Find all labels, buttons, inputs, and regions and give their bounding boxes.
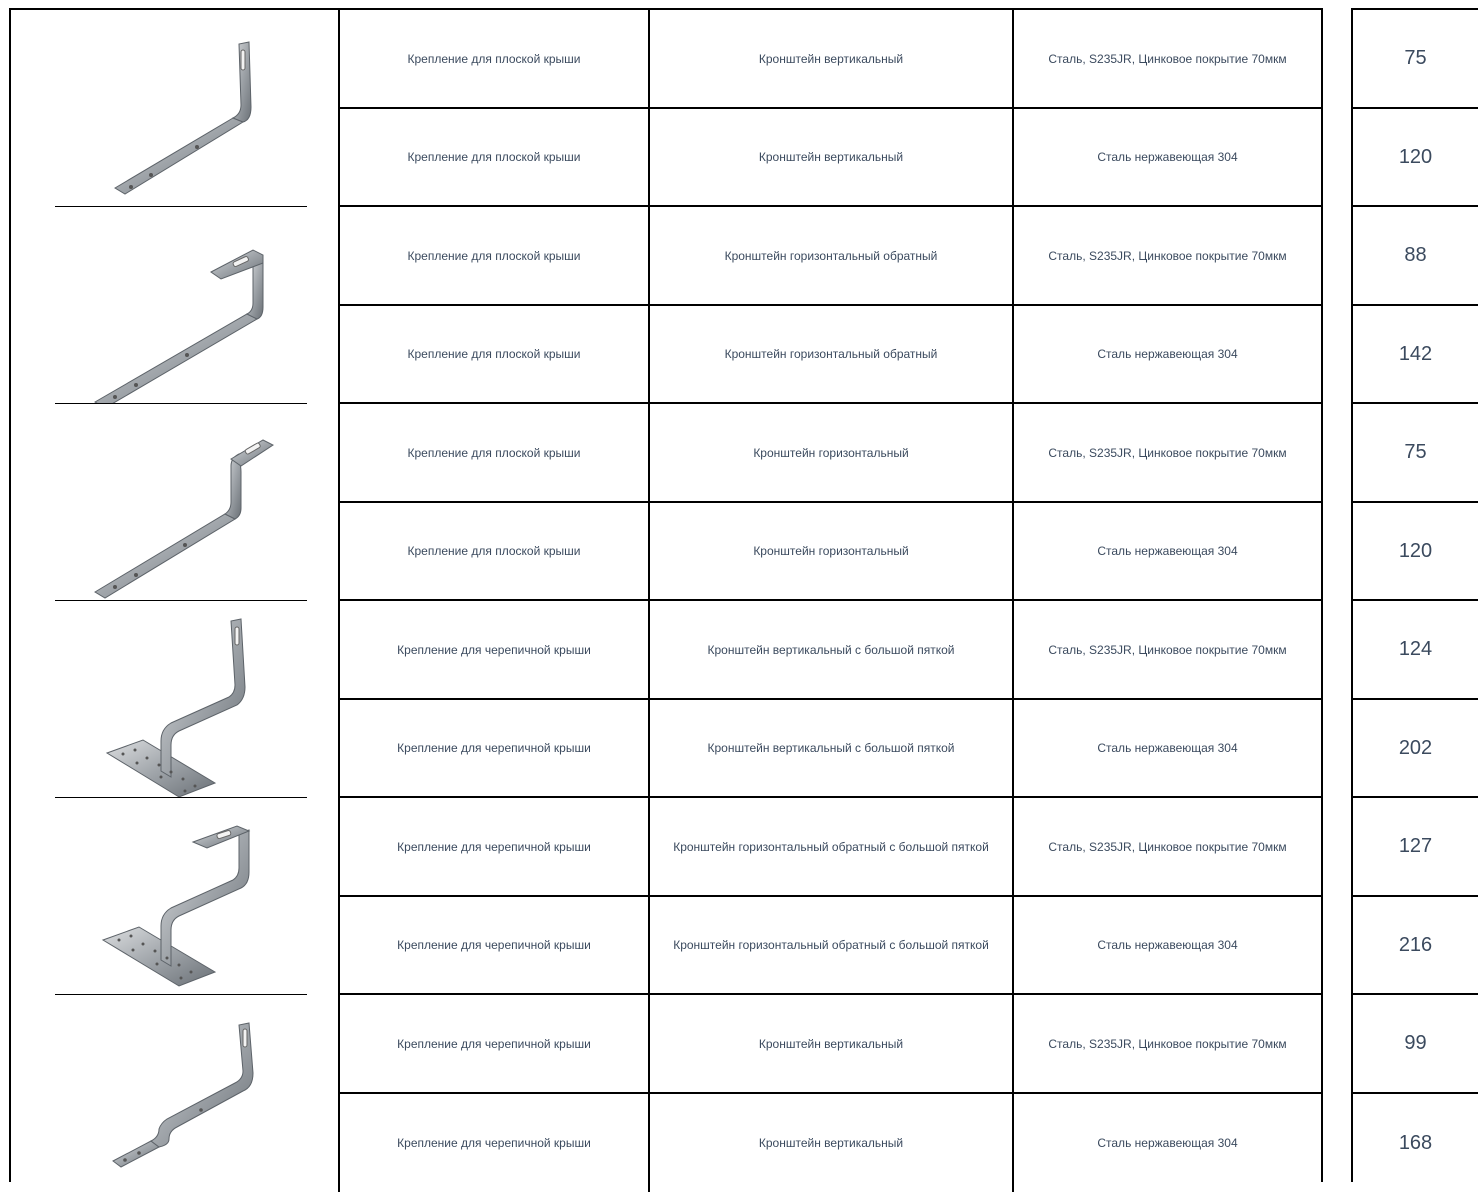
category-cell: Крепление для черепичной крыши bbox=[340, 798, 650, 895]
horizontal-reverse-bracket-icon bbox=[11, 207, 342, 404]
type-cell: Кронштейн горизонтальный обратный с большой пяткой bbox=[650, 798, 1014, 895]
product-image-cell bbox=[11, 798, 340, 995]
category-cell: Крепление для плоской крыши bbox=[340, 306, 650, 402]
table-row bbox=[340, 503, 1321, 601]
value-cell: 168 bbox=[1398, 1131, 1433, 1154]
value-column bbox=[1351, 8, 1478, 1182]
category-cell: Крепление для плоской крыши bbox=[340, 10, 650, 107]
value-cell: 120 bbox=[1353, 109, 1478, 207]
material-cell: Сталь нержавеющая 304 bbox=[1097, 938, 1238, 952]
value-cell: 88 bbox=[1353, 207, 1478, 306]
material-cell: Сталь, S235JR, Цинковое покрытие 70мкм bbox=[1048, 839, 1287, 854]
type-cell: Кронштейн горизонтальный обратный bbox=[650, 306, 1014, 402]
category-cell: Крепление для плоской крыши bbox=[340, 503, 650, 599]
type-cell: Кронштейн вертикальный bbox=[650, 109, 1014, 205]
material-cell: Сталь нержавеющая 304 bbox=[1097, 347, 1238, 361]
product-group bbox=[11, 995, 1321, 1192]
product-image-cell bbox=[11, 404, 340, 601]
category-cell: Крепление для плоской крыши bbox=[340, 109, 650, 205]
type-cell: Кронштейн горизонтальный обратный с большой пяткой bbox=[650, 897, 1014, 993]
horizontal-bracket-icon bbox=[11, 404, 342, 601]
table-row bbox=[340, 1094, 1321, 1192]
table-row bbox=[340, 798, 1321, 897]
value-cell: 120 bbox=[1353, 503, 1478, 601]
category-cell: Крепление для плоской крыши bbox=[340, 404, 650, 501]
table-row bbox=[340, 10, 1321, 109]
horizontal-reverse-bracket-large-heel-icon bbox=[11, 798, 342, 995]
table-row bbox=[340, 109, 1321, 207]
type-cell: Кронштейн вертикальный bbox=[650, 10, 1014, 107]
product-image-cell bbox=[11, 601, 340, 798]
value-cell: 202 bbox=[1353, 700, 1478, 798]
product-image-cell bbox=[11, 10, 340, 207]
material-cell: Сталь нержавеющая 304 bbox=[1097, 1136, 1238, 1150]
value-cell: 75 bbox=[1353, 10, 1478, 109]
table-row bbox=[340, 306, 1321, 404]
category-cell: Крепление для черепичной крыши bbox=[340, 1094, 650, 1192]
material-cell: Сталь нержавеющая 304 bbox=[1097, 741, 1238, 755]
table-row bbox=[340, 207, 1321, 306]
material-cell: Сталь, S235JR, Цинковое покрытие 70мкм bbox=[1048, 445, 1287, 460]
product-group bbox=[11, 798, 1321, 995]
value-cell: 127 bbox=[1353, 798, 1478, 897]
product-group bbox=[11, 207, 1321, 404]
category-cell: Крепление для черепичной крыши bbox=[340, 601, 650, 698]
product-image-cell bbox=[11, 995, 340, 1192]
category-cell: Крепление для черепичной крыши bbox=[340, 995, 650, 1092]
product-group bbox=[11, 404, 1321, 601]
category-cell: Крепление для черепичной крыши bbox=[340, 897, 650, 993]
type-cell: Кронштейн вертикальный bbox=[650, 1094, 1014, 1192]
material-cell: Сталь нержавеющая 304 bbox=[1097, 544, 1238, 558]
type-cell: Кронштейн горизонтальный bbox=[650, 404, 1014, 501]
value-cell: 99 bbox=[1353, 995, 1478, 1094]
material-cell: Сталь нержавеющая 304 bbox=[1097, 150, 1238, 164]
tile-vertical-bracket-icon bbox=[11, 995, 342, 1192]
product-image-cell bbox=[11, 207, 340, 404]
value-cell: 216 bbox=[1353, 897, 1478, 995]
vertical-bracket-large-heel-icon bbox=[11, 601, 342, 798]
material-cell: Сталь, S235JR, Цинковое покрытие 70мкм bbox=[1048, 51, 1287, 66]
type-cell: Кронштейн горизонтальный обратный bbox=[650, 207, 1014, 304]
type-cell: Кронштейн горизонтальный bbox=[650, 503, 1014, 599]
material-cell: Сталь, S235JR, Цинковое покрытие 70мкм bbox=[1048, 1036, 1287, 1051]
vertical-bracket-icon bbox=[11, 10, 342, 207]
value-cell: 75 bbox=[1353, 404, 1478, 503]
material-cell: Сталь, S235JR, Цинковое покрытие 70мкм bbox=[1048, 248, 1287, 263]
material-cell: Сталь, S235JR, Цинковое покрытие 70мкм bbox=[1048, 642, 1287, 657]
table-row bbox=[340, 700, 1321, 798]
value-cell: 142 bbox=[1353, 306, 1478, 404]
type-cell: Кронштейн вертикальный bbox=[650, 995, 1014, 1092]
category-cell: Крепление для черепичной крыши bbox=[340, 700, 650, 796]
table-row bbox=[340, 601, 1321, 700]
table-row bbox=[340, 897, 1321, 995]
type-cell: Кронштейн вертикальный с большой пяткой bbox=[650, 601, 1014, 698]
table-row bbox=[340, 404, 1321, 503]
category-cell: Крепление для плоской крыши bbox=[340, 207, 650, 304]
product-table bbox=[9, 8, 1323, 1182]
product-group bbox=[11, 601, 1321, 798]
table-row bbox=[340, 995, 1321, 1094]
product-group bbox=[11, 10, 1321, 207]
type-cell: Кронштейн вертикальный с большой пяткой bbox=[650, 700, 1014, 796]
value-cell: 124 bbox=[1353, 601, 1478, 700]
